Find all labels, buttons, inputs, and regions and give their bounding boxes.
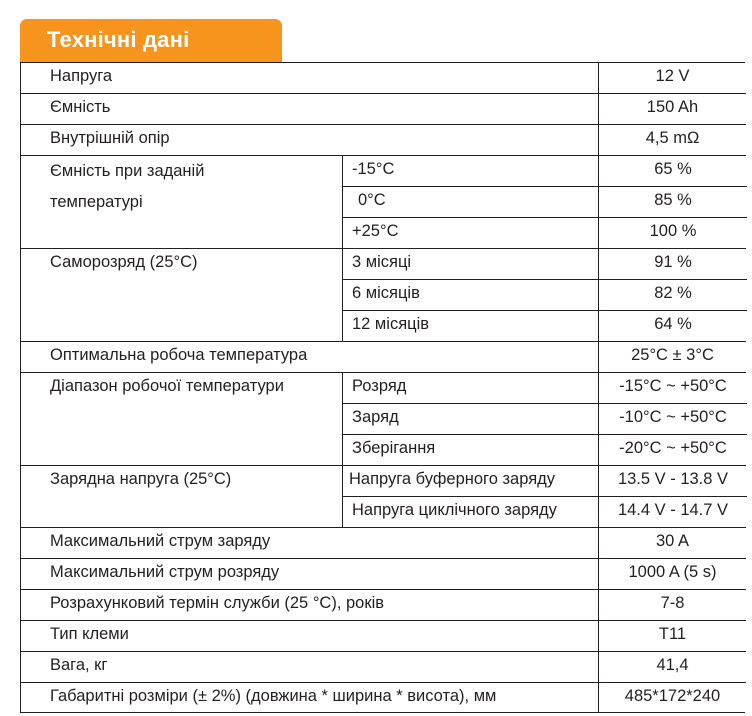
table-row (21, 528, 746, 559)
spec-label: Зарядна напруга (25°C) (50, 470, 232, 488)
spec-label: Максимальний струм заряду (50, 532, 271, 550)
spec-label-line: температурі (50, 193, 143, 211)
spec-value: 4,5 mΩ (598, 125, 746, 155)
spec-label: Оптимальна робоча температура (50, 346, 308, 364)
table-row (21, 342, 746, 373)
spec-label: Максимальний струм розряду (50, 563, 280, 581)
table-row (21, 63, 746, 94)
condition-cell: Розряд (343, 373, 599, 404)
spec-value: 64 % (654, 315, 692, 333)
spec-value: 150 Ah (598, 94, 746, 124)
spec-value: -15°C ~ +50°C (599, 373, 747, 404)
spec-value: 7-8 (598, 590, 746, 620)
table-row (21, 559, 746, 590)
condition-column (342, 373, 598, 465)
table-row (21, 466, 746, 528)
condition-column (342, 466, 598, 527)
spec-value: 13.5 V - 13.8 V (599, 466, 747, 497)
condition-cell: Зберігання (352, 439, 436, 457)
condition-column (342, 249, 598, 341)
table-row (21, 652, 746, 683)
table-row (21, 249, 746, 342)
table-row (21, 94, 746, 125)
spec-value: 1000 A (5 s) (598, 559, 746, 589)
spec-value: 30 A (598, 528, 746, 558)
spec-label: Напруга (50, 67, 113, 85)
table-row (21, 156, 746, 249)
condition-cell: -15°C (343, 156, 599, 187)
spec-label: Саморозряд (25°C) (50, 253, 198, 271)
spec-value: 91 % (599, 249, 747, 280)
page-title: Технічні дані (47, 27, 190, 52)
condition-column (342, 156, 598, 248)
spec-label: Габаритні розміри (± 2%) (довжина * ширина * висота), мм (50, 687, 497, 705)
condition-cell: 0°C (343, 187, 599, 218)
condition-cell: 12 місяців (352, 315, 430, 333)
spec-label: Внутрішній опір (50, 129, 170, 147)
spec-value: 85 % (599, 187, 747, 218)
table-row (21, 683, 746, 713)
spec-value: -20°C ~ +50°C (619, 439, 727, 457)
condition-cell: +25°C (352, 222, 399, 240)
table-row (21, 125, 746, 156)
table-row (21, 373, 746, 466)
condition-cell: Напруга циклічного заряду (352, 501, 557, 519)
spec-value: 485*172*240 (598, 683, 746, 713)
table-row (21, 621, 746, 652)
spec-value: T11 (598, 621, 746, 651)
table-row (21, 590, 746, 621)
value-column (598, 373, 746, 465)
condition-cell: 3 місяці (343, 249, 599, 280)
condition-cell: Заряд (343, 404, 599, 435)
condition-cell: 6 місяців (343, 280, 599, 311)
spec-label: Вага, кг (50, 656, 108, 674)
spec-label: Діапазон робочої температури (50, 377, 284, 395)
spec-label: Тип клеми (50, 625, 129, 643)
spec-value: 100 % (649, 222, 697, 240)
spec-value: 65 % (599, 156, 747, 187)
value-column (598, 156, 746, 248)
value-column (598, 249, 746, 341)
spec-value: 12 V (598, 63, 746, 93)
specs-table (20, 62, 745, 713)
spec-label: Розрахунковий термін служби (25 °C), років (50, 594, 384, 612)
spec-label (21, 156, 342, 248)
spec-value: 25°C ± 3°C (598, 342, 746, 372)
spec-value: -10°C ~ +50°C (599, 404, 747, 435)
spec-label-line: Ємність при заданій (50, 162, 205, 180)
condition-cell: Напруга буферного заряду (343, 466, 599, 497)
spec-value: 41,4 (598, 652, 746, 682)
spec-value: 14.4 V - 14.7 V (617, 501, 729, 519)
spec-value: 82 % (599, 280, 747, 311)
value-column (598, 466, 746, 527)
spec-label: Ємність (50, 98, 111, 116)
